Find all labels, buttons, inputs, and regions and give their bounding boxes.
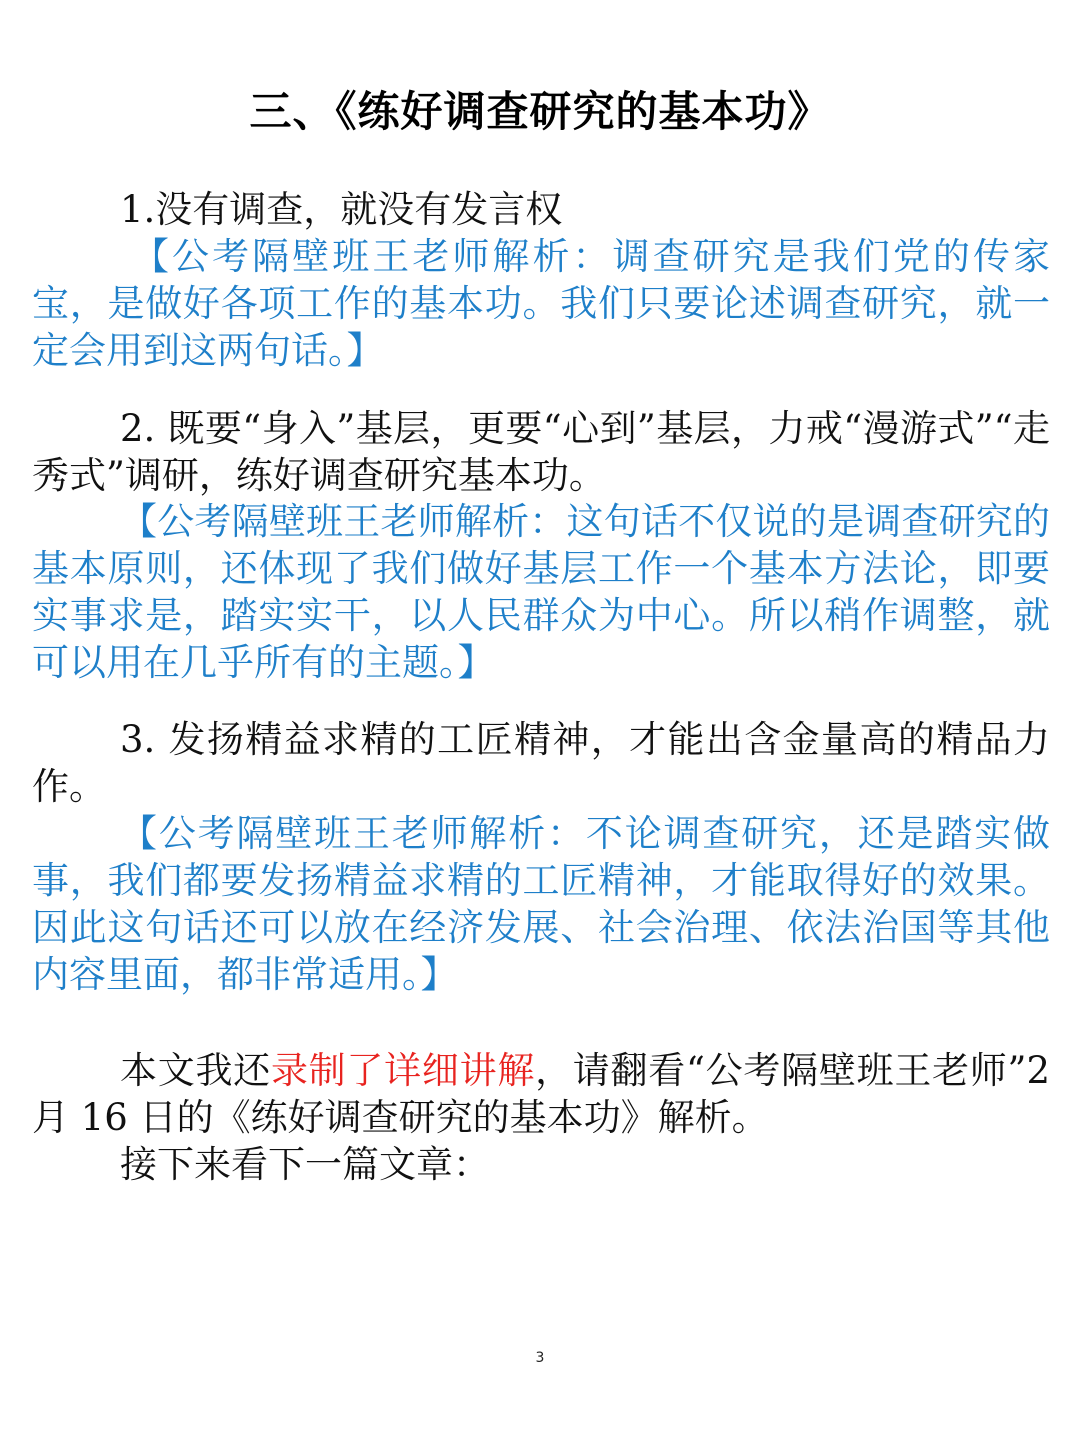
footer-note	[32, 1047, 1050, 1141]
page-number: 3	[535, 1350, 545, 1366]
next-article-note: 接下来看下一篇文章：	[120, 1143, 490, 1186]
analysis-1: 【公考隔壁班王老师解析：调查研究是我们党的传家宝，是做好各项工作的基本功。我们只要论述调查研究，就一定会用到这两句话。】	[32, 235, 1050, 372]
analysis-3: 【公考隔壁班王老师解析：不论调查研究，还是踏实做事，我们都要发扬精益求精的工匠精神，才能取得好的效果。因此这句话还可以放在经济发展、社会治理、依法治国等其他内容里面，都非常适用。】	[32, 812, 1050, 996]
quote-2: 2. 既要“身入”基层，更要“心到”基层，力戒“漫游式”“走秀式”调研，练好调查研究基本功。	[32, 407, 1050, 497]
quote-1: 1.没有调查，就没有发言权	[120, 188, 563, 231]
quote-3: 3. 发扬精益求精的工匠精神，才能出含金量高的精品力作。	[32, 718, 1050, 808]
analysis-2: 【公考隔壁班王老师解析：这句话不仅说的是调查研究的基本原则，还体现了我们做好基层工作一个基本方法论，即要实事求是，踏实实干，以人民群众为中心。所以稍作调整，就可以用在几乎所有的主题。】	[32, 500, 1050, 684]
footer-note-part2: ，请翻看“公考隔壁班王老师”2 月 16 日的《练好调查研究的基本功》解析。	[32, 1049, 1050, 1139]
footer-note-part1: 本文我还	[120, 1049, 271, 1092]
footer-note-highlight: 录制了详细讲解	[270, 1049, 536, 1092]
page-title: 三、《练好调查研究的基本功》	[249, 87, 831, 136]
